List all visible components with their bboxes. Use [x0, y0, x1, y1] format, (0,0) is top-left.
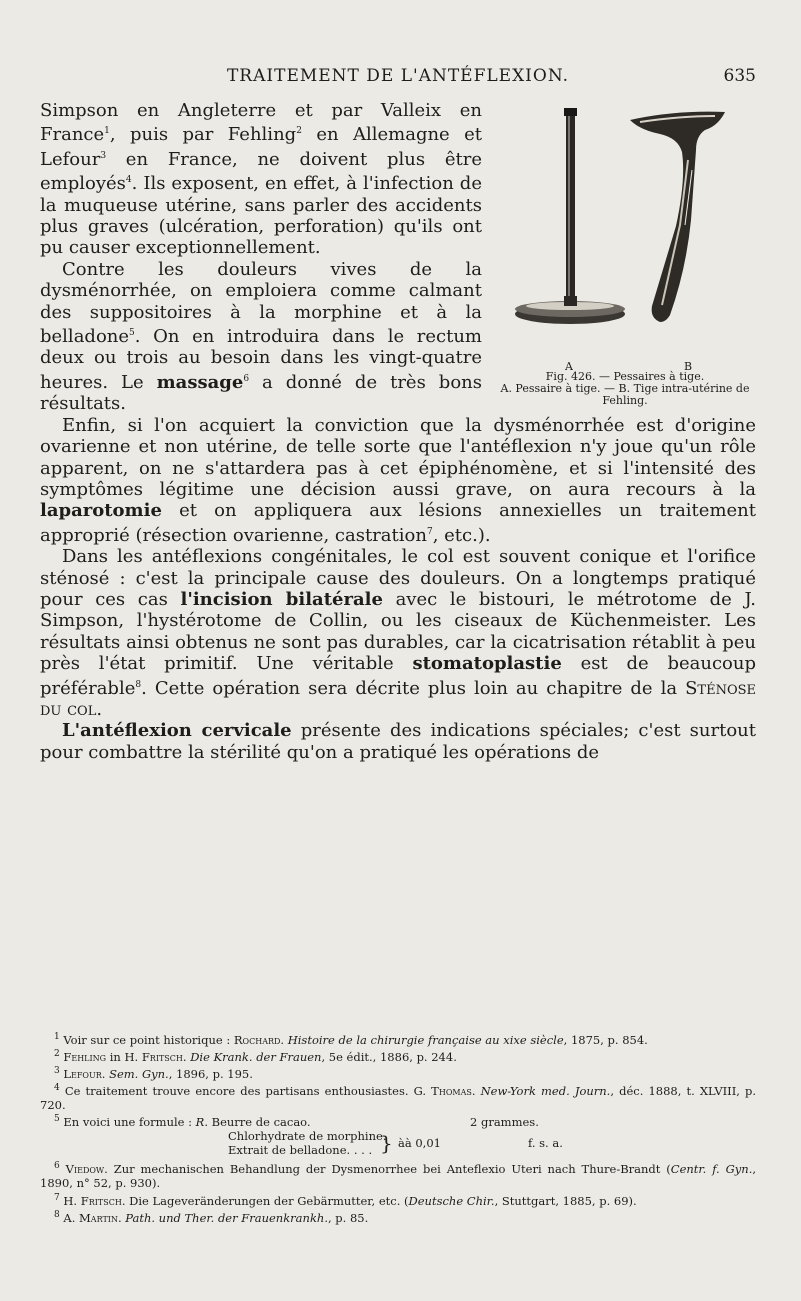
footnote-ref: 7 — [426, 526, 433, 537]
page-header — [40, 66, 756, 90]
footnote-2: $^2$ Fehling in H. Fritsch. Die Krank. der Frauen, 5e édit., 1886, p. 244. — [54, 1049, 457, 1064]
pessary-a-drawing — [515, 108, 625, 324]
keyword-massage: massage — [156, 371, 244, 393]
keyword-incision: l'incision bilatérale — [180, 588, 383, 610]
figure-label-b: B — [684, 360, 693, 373]
formula-qty-2: àà 0,01 — [398, 1136, 441, 1151]
figure-426 — [494, 100, 756, 407]
footnote-7: $^7$ H. Fritsch. Die Lageveränderungen der Gebärmutter, etc. (Deutsche Chir., Stuttgart, 1885, p. 69). — [54, 1192, 637, 1208]
footnote-4: $^4$ Ce traitement trouve encore des partisans enthousiastes. G. Thomas. New-York med. Journ., déc. 1888, t. XLVIII, p. 720. — [40, 1083, 757, 1113]
footnote-3: $^3$ Lefour. Sem. Gyn., 1896, p. 195. — [54, 1066, 253, 1081]
paragraph-1: Simpson en Angleterre et par Valleix en France$^1$, puis par Fehling$^2$ en Allemagne et Lefour$^3$ en France, ne doivent plus être employés$^4$. Ils exposent, en effet, à l'infection de la muqueuse utérine, sans parler des accidents plus graves (ulcération, perforation) qu'ils ont pu causer exceptionnellement. — [40, 100, 483, 259]
figure-caption — [494, 371, 756, 407]
paragraph-5: L'antéflexion cervicale présente des indications spéciales; c'est surtout pour combattre la stérilité qu'on a pratiqué les opérations de — [40, 720, 756, 763]
footnote-5: $^5$ En voici une formule : R. Beurre de cacao. — [54, 1114, 311, 1130]
running-title: TRAITEMENT DE L'ANTÉFLEXION. — [226, 66, 570, 86]
formula-qty-1: 2 grammes. — [470, 1115, 539, 1130]
page-number: 635 — [723, 66, 756, 86]
footnote-ref: 4 — [125, 175, 132, 186]
main-text — [40, 100, 756, 763]
figure-caption-legend: A. Pessaire à tige. — B. Tige intra-utérine de Fehling. — [500, 382, 750, 407]
keyword-laparotomie: laparotomie — [40, 500, 162, 522]
pessary-b-drawing — [630, 112, 725, 322]
paragraph-4: Dans les antéflexions congénitales, le col est souvent conique et l'orifice sténosé : c'est la principale cause des douleurs. On a longtemps pratiqué pour ces cas l'incision bilatérale avec le bistouri, le métrotome de J. Simpson, l'hystérotome de Collin, ou les ciseaux de Küchenmeister. Les résultats ainsi obtenus ne sont pas durables, car la cicatrisation rétablit à peu près l'état primitif. Une véritable stomatoplastie est de beaucoup préférable$^8$. Cette opération sera décrite plus loin au chapitre de la Sténose du col. — [40, 546, 756, 720]
footnote-8: $^8$ A. Martin. Path. und Ther. der Frauenkrankh., p. 85. — [54, 1209, 369, 1225]
pessary-illustration — [500, 100, 750, 350]
formula-line-morphine: Chlorhydrate de morphine. — [228, 1129, 387, 1144]
formula-brace: } — [380, 1131, 393, 1156]
formula-fsa: f. s. a. — [528, 1136, 563, 1151]
footnote-ref: 3 — [100, 150, 107, 161]
formula-line-belladone: Extrait de belladone. . . . — [228, 1143, 373, 1158]
paragraph-3: Enfin, si l'on acquiert la conviction que la dysménorrhée est d'origine ovarienne et non utérine, de telle sorte que l'antéflexion n'y joue qu'un rôle apparent, on ne s'attardera pas à cet épiphénomène, et si l'intensité des symptômes légitime une décision aussi grave, on aura recours à la laparotomie et on appliquera aux lésions annexielles un traitement approprié (résection ovarienne, castration$^7$, etc.). — [40, 414, 756, 546]
footnote-1: $^1$ Voir sur ce point historique : Rochard. Histoire de la chirurgie française au xixe siècle, 1875, p. 854. — [54, 1032, 648, 1047]
chapter-reference: Sténose du col — [40, 677, 756, 720]
footnote-ref: 5 — [129, 328, 135, 339]
section-heading-inline: L'antéflexion cervicale — [62, 720, 292, 742]
keyword-stomatoplastie: stomatoplastie — [412, 653, 562, 675]
footnote-ref: 6 — [243, 373, 250, 384]
figure-caption-title: Fig. 426. — Pessaires à tige. — [545, 370, 705, 383]
paragraph-2: Contre les douleurs vives de la dysménorrhée, on emploiera comme calmant des suppositoires à la morphine et à la belladone$^5$. On en introduira dans le rectum deux ou trois au besoin dans les vingt-quatre heures. Le massage$^6$ a donné de très bons résultats. — [40, 258, 482, 415]
footnote-ref: 8 — [135, 679, 142, 690]
figure-label-a: A — [565, 360, 573, 373]
footnote-ref: 2 — [296, 126, 302, 137]
footnote-ref: 1 — [104, 126, 110, 137]
footnote-6: $^6$ Viedow. Zur mechanischen Behandlung der Dysmenorrhee bei Anteflexio Uteri nach Thure-Brandt (Centr. f. Gyn., 1890, n° 52, p. 930). — [40, 1161, 757, 1191]
footnotes — [40, 1030, 756, 1225]
